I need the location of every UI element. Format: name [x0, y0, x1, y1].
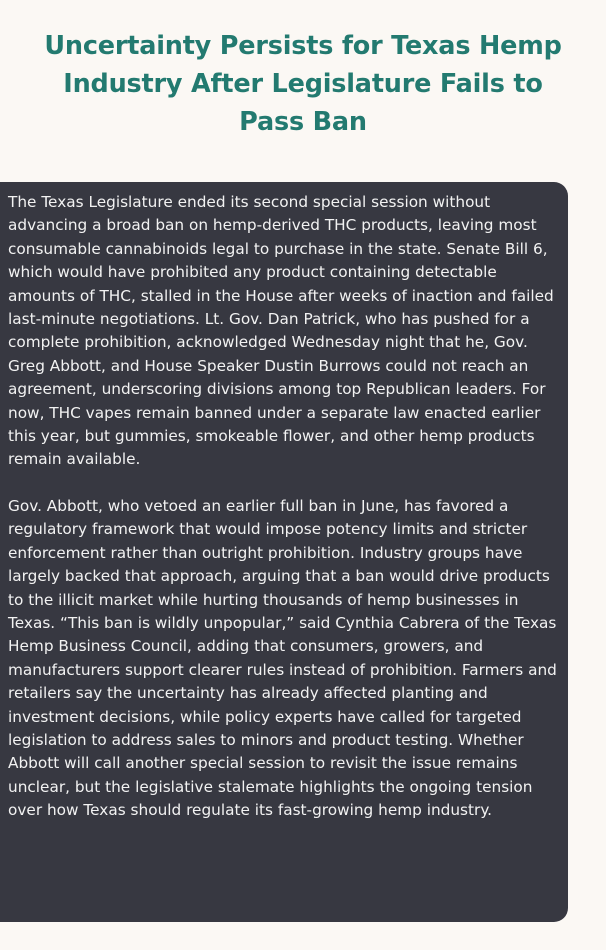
article-paragraph-2: Gov. Abbott, who vetoed an earlier full ban in June, has favored a regulatory framework that would impose potency limits and stricter enforcement rather than outright prohibition. Industry groups have largely backed that approach, arguing that a ban would drive products to the illicit market while hurting thousands of hemp businesses in Texas. “This ban is wildly unpopular,” said Cynthia Cabrera of the Texas Hemp Business Council, adding that consumers, growers, and manufacturers support clearer rules instead of prohibition. Farmers and retailers say the uncertainty has already affected planting and investment decisions, while policy experts have called for targeted legislation to address sales to minors and product testing. Whether Abbott will call another special session to revisit the issue remains unclear, but the legislative stalemate highlights the ongoing tension over how Texas should regulate its fast-growing hemp industry. — [8, 496, 557, 820]
article-paragraph-1: The Texas Legislature ended its second special session without advancing a broad ban on hemp-derived THC products, leaving most consumable cannabinoids legal to purchase in the state. Senate Bill 6, which would have prohibited any product containing detectable amounts of THC, stalled in the House after weeks of inaction and failed last-minute negotiations. Lt. Gov. Dan Patrick, who has pushed for a complete prohibition, acknowledged Wednesday night that he, Gov. Greg Abbott, and House Speaker Dustin Burrows could not reach an agreement, underscoring divisions among top Republican leaders. For now, THC vapes remain banned under a separate law enacted earlier this year, but gummies, smokeable flower, and other hemp products remain available. — [8, 193, 554, 469]
article-body-card — [0, 182, 568, 922]
article-headline: Uncertainty Persists for Texas Hemp Industry After Legislature Fails to Pass Ban — [44, 31, 562, 137]
article-body — [8, 191, 560, 823]
